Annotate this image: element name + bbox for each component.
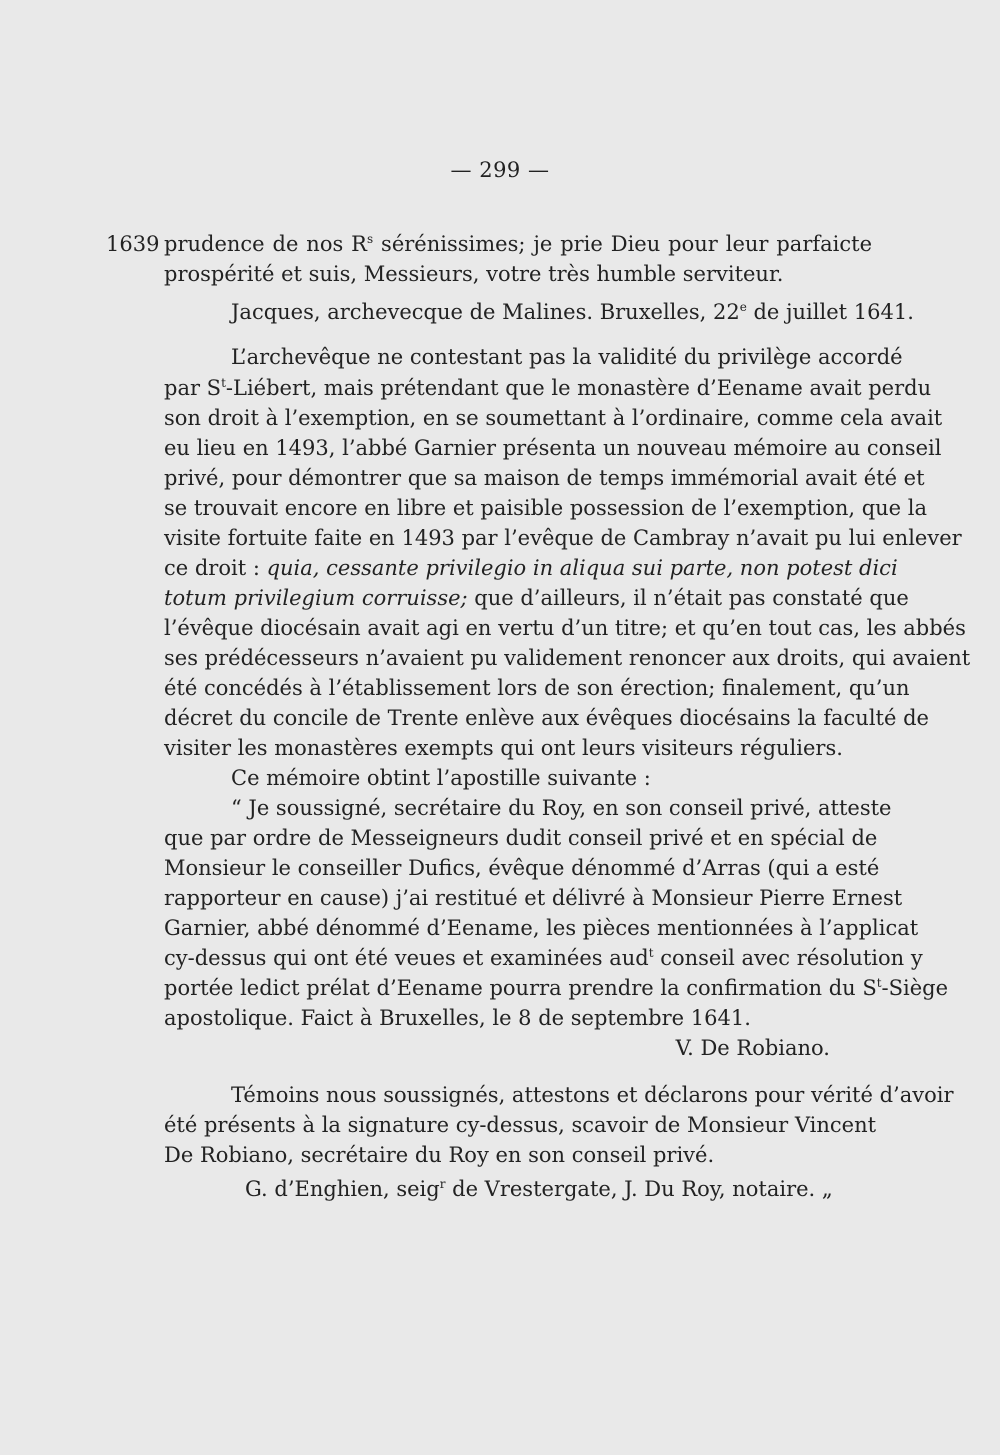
text-line: son droit à l’exemption, en se soumettant à l’ordinaire, comme cela avait [164, 406, 943, 430]
text-line: eu lieu en 1493, l’abbé Garnier présenta un nouveau mémoire au conseil [164, 436, 942, 460]
text-line: l’évêque diocésain avait agi en vertu d’un titre; et qu’en tout cas, les abbés [164, 616, 966, 640]
text-line: Monsieur le conseiller Dufics, évêque dénommé d’Arras (qui a esté [164, 856, 880, 880]
text-line: été concédés à l’établissement lors de son érection; finalement, qu’un [164, 676, 910, 700]
text-line: par $S^t$-Liébert, mais prétendant que le monastère d’Eename avait perdu [164, 376, 932, 400]
text-line: 1639 prudence de nos $R^s$ sérénissimes; je prie Dieu pour leur parfaicte [0, 229, 1000, 259]
text-line: privé, pour démontrer que sa maison de temps immémorial avait été et [164, 466, 925, 490]
text-line: L’archevêque ne contestant pas la validité du privilège accordé [231, 345, 903, 369]
text-line: Témoins nous soussignés, attestons et déclarons pour vérité d’avoir [231, 1083, 954, 1107]
text-line: visiter les monastères exempts qui ont leurs visiteurs réguliers. [164, 736, 843, 760]
text-line: ses prédécesseurs n’avaient pu validement renoncer aux droits, qui avaient [164, 646, 971, 670]
latin-quote: totum privilegium corruisse; [164, 586, 468, 610]
text-line: Garnier, abbé dénommé d’Eename, les pièces mentionnées à l’applicat [164, 916, 919, 940]
page-number: — 299 — [450, 158, 550, 182]
text-line: prospérité et suis, Messieurs, votre très humble serviteur. [164, 262, 784, 286]
text-line: Jacques, archevecque de Malines. Bruxelles, 22e de juillet 1641. [231, 300, 914, 324]
text-line: “ Je soussigné, secrétaire du Roy, en son conseil privé, atteste [231, 796, 892, 820]
text-line: visite fortuite faite en 1493 par l’evêque de Cambray n’avait pu lui enlever [164, 526, 962, 550]
text-line: Ce mémoire obtint l’apostille suivante : [231, 766, 651, 790]
text-line: apostolique. Faict à Bruxelles, le 8 de septembre 1641. [164, 1006, 751, 1030]
text-line: ce droit : quia, cessante privilegio in aliqua sui parte, non potest dici [164, 556, 898, 580]
text-line: été présents à la signature cy-dessus, scavoir de Monsieur Vincent [164, 1113, 877, 1137]
text-line: rapporteur en cause) j’ai restitué et délivré à Monsieur Pierre Ernest [164, 886, 903, 910]
text-line: De Robiano, secrétaire du Roy en son conseil privé. [164, 1143, 715, 1167]
text-line: cy-dessus qui ont été veues et examinées aud$^t$ conseil avec résolution y [164, 946, 923, 970]
text-line: que par ordre de Messeigneurs dudit conseil privé et en spécial de [164, 826, 878, 850]
text-line: décret du concile de Trente enlève aux évêques diocésains la faculté de [164, 706, 929, 730]
witness-signature-line: G. d’Enghien, seig$^r$ de Vrestergate, J. Du Roy, notaire. „ [245, 1177, 833, 1201]
text-line: se trouvait encore en libre et paisible possession de l’exemption, que la [164, 496, 928, 520]
margin-year: 1639 [106, 232, 160, 256]
text-line: totum privilegium corruisse; que d’ailleurs, il n’était pas constaté que [164, 586, 909, 610]
latin-quote: quia, cessante privilegio in aliqua sui parte, non potest dici [266, 556, 898, 580]
text-line: portée ledict prélat d’Eename pourra prendre la confirmation du $S^t$-Siège [164, 976, 949, 1000]
signature-line: V. De Robiano. [675, 1036, 830, 1060]
